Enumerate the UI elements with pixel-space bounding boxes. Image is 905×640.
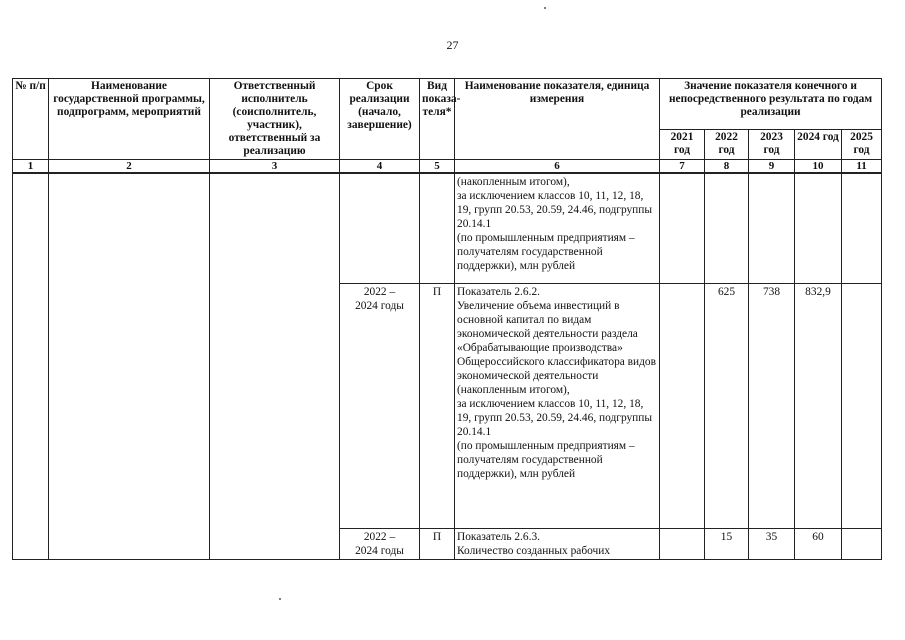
cell-value-2023 [749, 173, 795, 284]
column-number-row [13, 160, 882, 174]
cell-value-2024: 60 [795, 529, 842, 560]
cell-term: 2022 – 2024 годы [340, 529, 420, 560]
header-year: 2025 год [842, 130, 882, 160]
header-year: 2022 год [705, 130, 749, 160]
cell-value-2022: 625 [705, 284, 749, 529]
cell-value-2022 [705, 173, 749, 284]
column-number: 8 [705, 160, 749, 174]
indicators-table [12, 78, 882, 560]
cell-value-2025 [842, 284, 882, 529]
cell-value-2023: 35 [749, 529, 795, 560]
cell-kind: П [420, 529, 455, 560]
header-year: 2024 год [795, 130, 842, 160]
cell-value-2025 [842, 529, 882, 560]
header-term: Срок реализации (начало, завершение) [340, 79, 420, 160]
column-number: 3 [210, 160, 340, 174]
cell-value-2021 [660, 173, 705, 284]
cell-indicator: Показатель 2.6.2. Увеличение объема инвестиций в основной капитал по видам экономической деятельности раздела «Обрабатывающие производства» Общероссийского классификатора видов экономической деятельности (накопленным итогом), за исключением классов 10, 11, 12, 18, 19, групп 20.53, 20.59, 24.46, подгруппы 20.14.1 (по промышленным предприятиям – получателям государственной поддержки), млн рублей [455, 284, 660, 529]
header-values: Значение показателя конечного и непосредственного результата по годам реализации [660, 79, 882, 130]
cell-kind [420, 173, 455, 284]
column-number: 9 [749, 160, 795, 174]
column-number: 2 [49, 160, 210, 174]
cell-value-2025 [842, 173, 882, 284]
scan-speck [279, 598, 281, 600]
cell-value-2024 [795, 173, 842, 284]
table-row [13, 173, 882, 284]
header-year: 2023 год [749, 130, 795, 160]
header-num: № п/п [13, 79, 49, 160]
cell-indicator: (накопленным итогом), за исключением классов 10, 11, 12, 18, 19, групп 20.53, 20.59, 24.46, подгруппы 20.14.1 (по промышленным предприятиям – получателям государственной поддержки), млн рублей [455, 173, 660, 284]
cell-program-name [49, 173, 210, 560]
page-number: 27 [446, 38, 459, 52]
cell-term: 2022 – 2024 годы [340, 284, 420, 529]
header-year: 2021 год [660, 130, 705, 160]
header-indicator-kind: Вид показа-теля* [420, 79, 455, 160]
column-number: 10 [795, 160, 842, 174]
cell-term [340, 173, 420, 284]
cell-value-2021 [660, 284, 705, 529]
cell-executor [210, 173, 340, 560]
column-number: 1 [13, 160, 49, 174]
header-indicator-name: Наименование показателя, единица измерения [455, 79, 660, 160]
column-number: 4 [340, 160, 420, 174]
cell-num [13, 173, 49, 560]
column-number: 7 [660, 160, 705, 174]
header-executor: Ответственный исполнитель (соисполнитель, участник), ответственный за реализацию [210, 79, 340, 160]
cell-kind: П [420, 284, 455, 529]
header-program-name: Наименование государственной программы, подпрограмм, мероприятий [49, 79, 210, 160]
scan-speck [544, 7, 546, 9]
column-number: 6 [455, 160, 660, 174]
cell-value-2023: 738 [749, 284, 795, 529]
cell-value-2022: 15 [705, 529, 749, 560]
header-row [13, 79, 882, 130]
cell-value-2021 [660, 529, 705, 560]
column-number: 11 [842, 160, 882, 174]
cell-indicator: Показатель 2.6.3. Количество созданных рабочих [455, 529, 660, 560]
cell-value-2024: 832,9 [795, 284, 842, 529]
column-number: 5 [420, 160, 455, 174]
